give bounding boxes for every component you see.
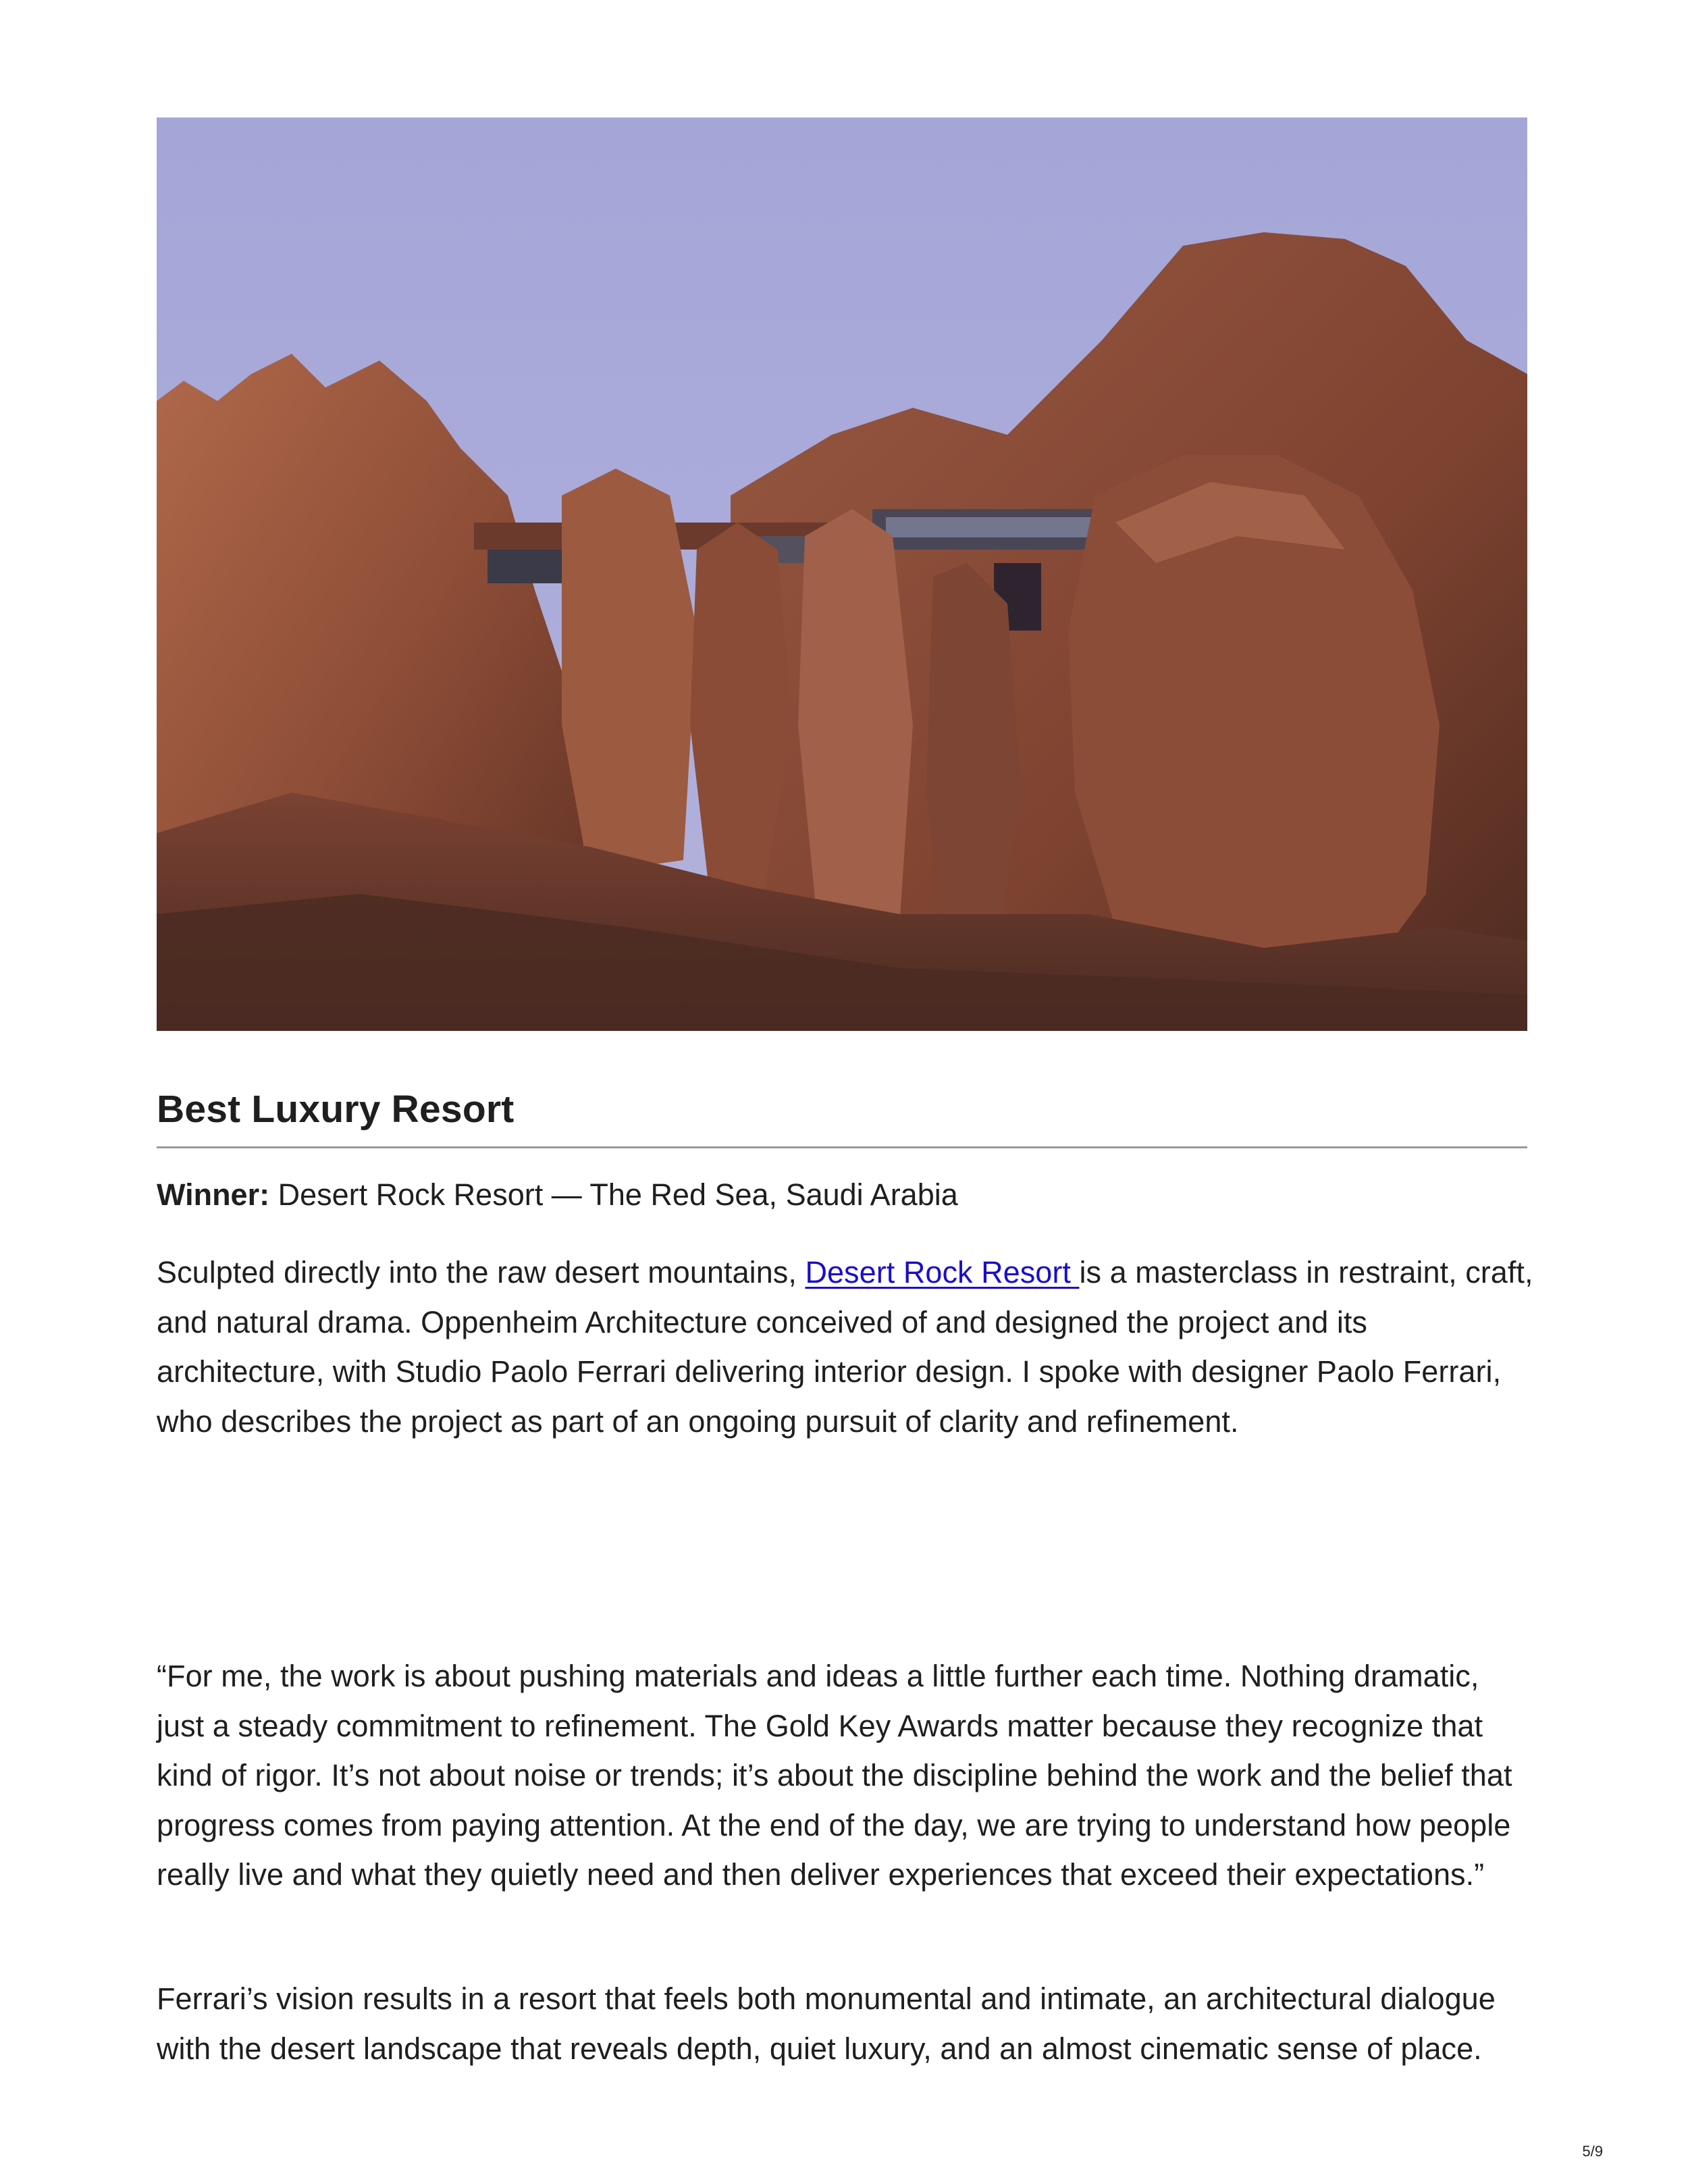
winner-text: Desert Rock Resort — The Red Sea, Saudi Arabia	[269, 1177, 958, 1212]
section-title: Best Luxury Resort	[157, 1088, 515, 1131]
paragraph-intro	[157, 1248, 1534, 1446]
desert-rock-resort-link[interactable]: Desert Rock Resort	[805, 1255, 1080, 1289]
paragraph-intro-lead: Sculpted directly into the raw desert mountains,	[157, 1255, 806, 1289]
page-number: 5/9	[1582, 2143, 1603, 2160]
paragraph-conclusion: Ferrari’s vision results in a resort that feels both monumental and intimate, an architectural dialogue with the desert landscape that reveals depth, quiet luxury, and an almost cinematic sense of place.	[157, 1981, 1496, 2066]
article-page	[157, 117, 1533, 2066]
paragraph-quote: “For me, the work is about pushing materials and ideas a little further each time. Nothing dramatic, just a steady commitment to refinement. The Gold Key Awards matter because they recognize that kind of rigor. It’s not about noise or trends; it’s about the discipline behind the work and the belief that progress comes from paying attention. At the end of the day, we are trying to understand how people really live and what they quietly need and then deliver experiences that exceed their expectations.”	[157, 1659, 1512, 1892]
paragraph-intro-rest: is a masterclass in restraint, craft, and natural drama. Oppenheim Architecture conceived of and designed the project and its architecture, with Studio Paolo Ferrari delivering interior design. I spoke with designer Paolo Ferrari, who describes the project as part of an ongoing pursuit of clarity and refinement.	[157, 1255, 1533, 1439]
desert-rock-resort-photo	[157, 117, 1527, 1031]
winner-label: Winner:	[157, 1177, 270, 1212]
winner-line	[157, 1176, 958, 1214]
section-divider	[157, 1146, 1527, 1148]
